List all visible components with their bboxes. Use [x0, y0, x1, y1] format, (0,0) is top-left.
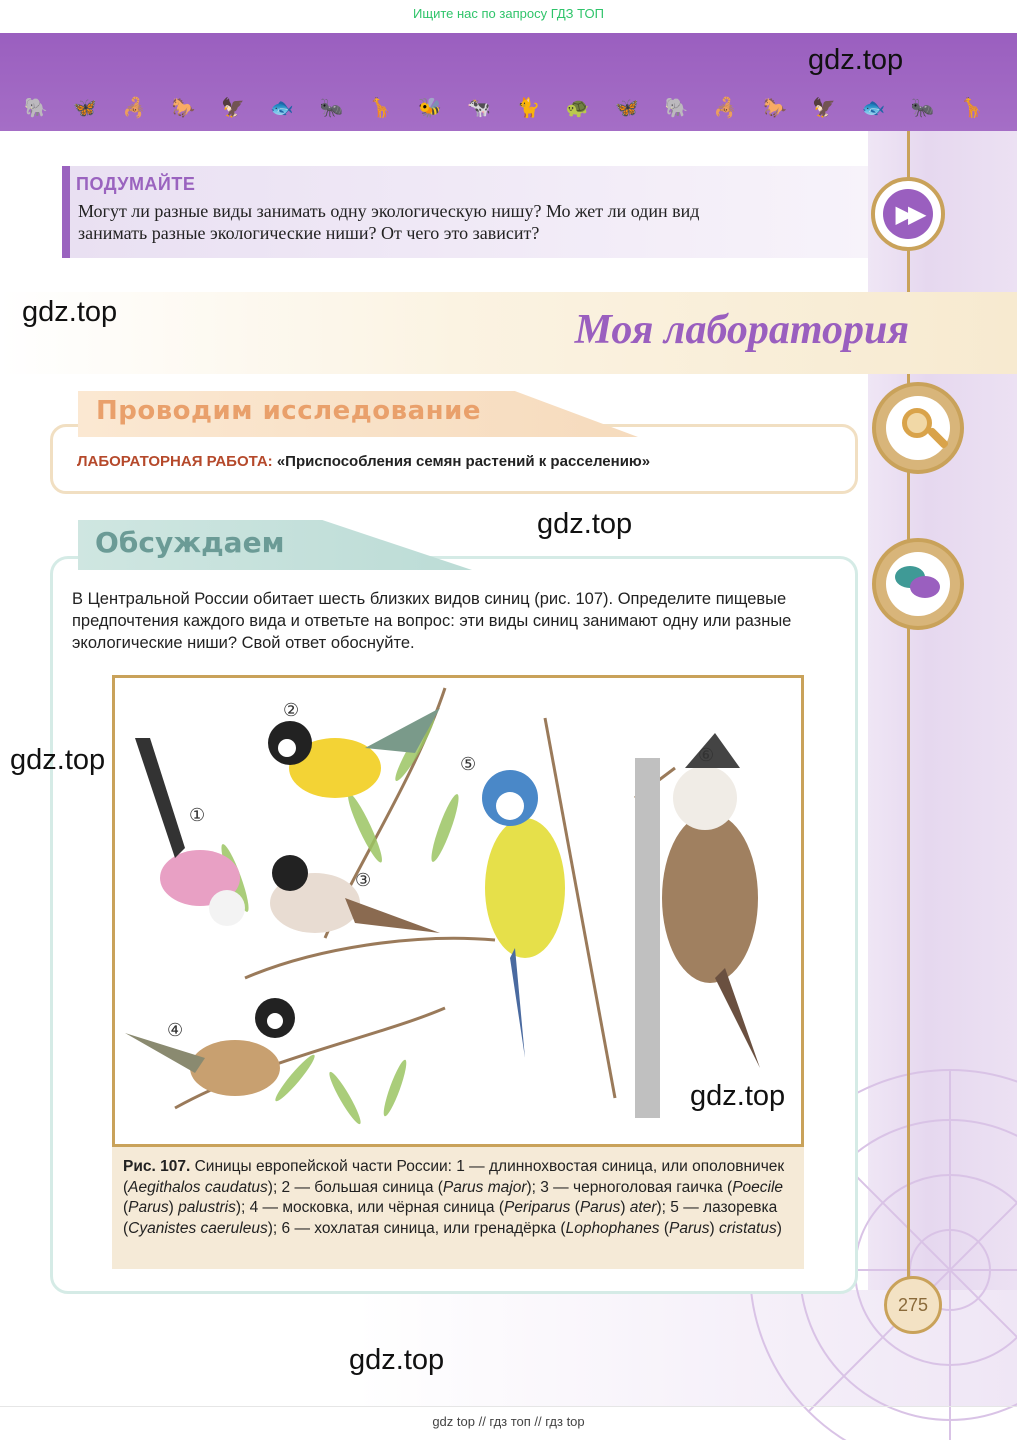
watermark: gdz.top — [808, 44, 904, 76]
animal-icon-row — [24, 96, 984, 119]
marker-1: ① — [189, 805, 206, 825]
marker-5: ⑤ — [460, 754, 477, 774]
caption-text: ( — [123, 1199, 129, 1216]
discuss-tab-title: Обсуждаем — [95, 526, 285, 559]
cow-icon: 🐄 — [467, 97, 492, 119]
caption-latin: Parus — [669, 1219, 710, 1237]
caption-latin: Poecile — [732, 1178, 784, 1196]
footer-divider — [0, 1406, 1017, 1407]
elephant-icon: 🐘 — [664, 97, 689, 119]
caption-text: ); 6 — хохлатая синица, или гренадёрка ( — [267, 1219, 566, 1237]
think-title: ПОДУМАЙТЕ — [76, 174, 196, 194]
horse-icon: 🐎 — [762, 97, 787, 119]
watermark: gdz.top — [537, 508, 633, 540]
caption-latin: ater — [629, 1199, 657, 1216]
caption-label: Рис. 107. — [123, 1158, 191, 1175]
research-button[interactable] — [872, 382, 964, 474]
forward-button[interactable] — [871, 177, 945, 251]
caption-text: ( — [659, 1219, 670, 1237]
caption-text: ( — [570, 1199, 580, 1216]
caption-text: ); 4 — московка, или чёрная синица ( — [235, 1199, 505, 1216]
butterfly-icon: 🦋 — [73, 97, 97, 119]
caption-text: ) — [709, 1219, 719, 1237]
caption-latin: Parus — [128, 1199, 169, 1216]
caption-text: ); 5 — лазоревка ( — [123, 1199, 778, 1237]
caption-latin: palustris — [178, 1199, 236, 1216]
watermark: gdz.top — [10, 744, 106, 776]
top-search-note: Ищите нас по запросу ГДЗ ТОП — [413, 6, 604, 21]
butterfly-icon: 🦋 — [615, 97, 639, 119]
scorpion-icon: 🦂 — [713, 97, 738, 119]
lab-section-title: Моя лаборатория — [574, 307, 909, 353]
caption-latin: Lophophanes — [565, 1219, 660, 1237]
research-tab-title: Проводим исследование — [96, 396, 481, 426]
horse-icon: 🐎 — [171, 97, 196, 119]
bee-icon: 🐝 — [418, 97, 442, 119]
caption-text: ); 2 — большая синица ( — [267, 1178, 443, 1196]
ant-icon: 🐜 — [319, 97, 344, 119]
think-question: Могут ли разные виды занимать одну экологическую нишу? Мо жет ли один вид занимать разные экологические ниши? От чего это зависит? — [78, 201, 700, 243]
caption-latin: Parus — [579, 1199, 621, 1216]
caption-latin: Periparus — [504, 1199, 571, 1216]
bird-icon: 🦅 — [221, 97, 245, 119]
purple-bubble — [910, 576, 940, 598]
giraffe-icon: 🦒 — [960, 97, 984, 119]
watermark: gdz.top — [349, 1344, 445, 1376]
lab-work-line — [77, 453, 650, 470]
magnifier-handle — [927, 427, 950, 450]
caption-text: ); 3 — черноголовая гаичка ( — [526, 1178, 733, 1196]
marker-2: ② — [283, 700, 300, 720]
fish-icon: 🐟 — [270, 97, 294, 119]
caption-latin: Cyanistes caeruleus — [128, 1219, 268, 1237]
tits-illustration — [112, 675, 804, 1147]
fish-icon: 🐟 — [861, 97, 886, 119]
elephant-icon: 🐘 — [24, 97, 48, 119]
marker-4: ④ — [167, 1020, 184, 1040]
caption-latin: Parus major — [442, 1178, 527, 1196]
fast-forward-icon: ▶▶ — [883, 189, 933, 239]
lab-work-title: «Приспособления семян растений к расселению» — [276, 453, 651, 470]
caption-text: ) — [776, 1219, 782, 1237]
footer-links: gdz top // гдз топ // гдз top — [432, 1414, 585, 1429]
bird-icon: 🦅 — [812, 97, 836, 119]
caption-text: ) — [168, 1199, 179, 1216]
discuss-button[interactable] — [872, 538, 964, 630]
caption-latin: Aegithalos caudatus — [128, 1178, 268, 1196]
caption-text: ) — [620, 1199, 630, 1216]
magnifier-icon — [886, 396, 950, 460]
marker-6: ⑥ — [698, 745, 715, 765]
figure-caption — [112, 1147, 804, 1269]
page-number: 275 — [884, 1276, 942, 1334]
lab-work-label: ЛАБОРАТОРНАЯ РАБОТА: — [77, 453, 273, 470]
marker-3: ③ — [355, 870, 372, 890]
speech-bubbles-icon — [886, 552, 950, 616]
caption-latin: cristatus — [718, 1219, 777, 1237]
cat-icon: 🐈 — [516, 97, 541, 119]
discuss-task-text: В Центральной России обитает шесть близких видов синиц (рис. 107). Определите пищевые предпочтения каждого вида и ответьте на вопрос: эти виды синиц занимают одну или разные экологические ниши? Свой ответ обоснуйте. — [72, 590, 792, 652]
watermark: gdz.top — [690, 1080, 786, 1112]
giraffe-icon: 🦒 — [368, 97, 393, 119]
turtle-icon: 🐢 — [565, 97, 590, 119]
watermark: gdz.top — [22, 296, 118, 328]
ant-icon: 🐜 — [910, 97, 935, 119]
scorpion-icon: 🦂 — [122, 97, 147, 119]
caption-text: Синицы европейской части России: 1 — длиннохвостая синица, или ополовничек ( — [123, 1158, 785, 1196]
